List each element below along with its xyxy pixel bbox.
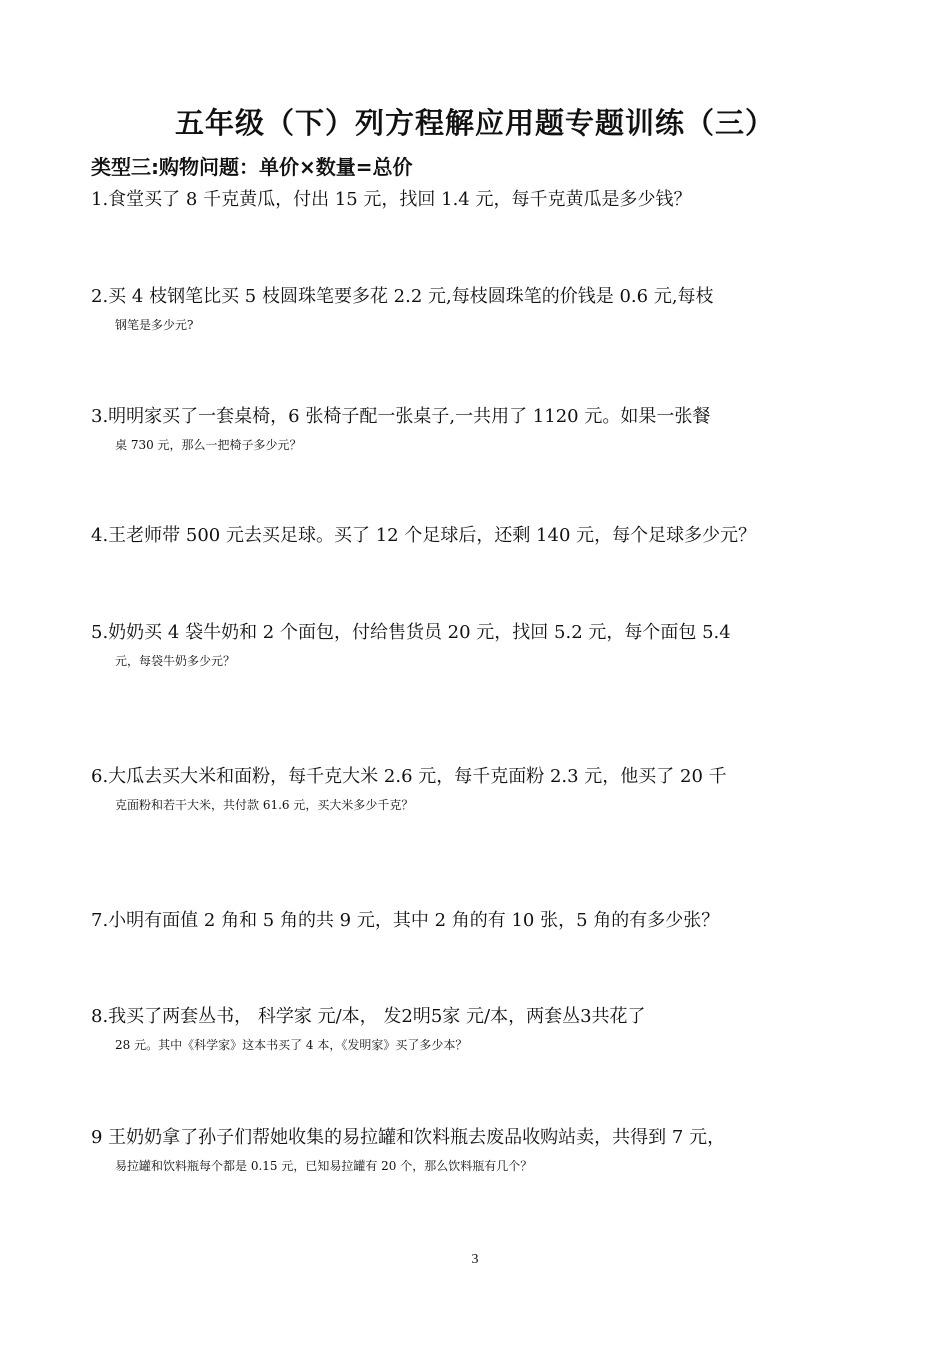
question-3-text-line1: 3.明明家买了一套桌椅，6 张椅子配一张桌子,一共用了 1120 元。如果一张餐 — [91, 406, 711, 427]
question-9-text-line1: 9 王奶奶拿了孙子们帮她收集的易拉罐和饮料瓶去废品收购站卖，共得到 7 元， — [91, 1127, 726, 1148]
question-6 — [91, 763, 861, 819]
question-8-text-line2: 28 元。其中《科学家》这本书买了 4 本，《发明家》买了多少本？ — [115, 1038, 468, 1052]
question-7 — [91, 907, 861, 935]
question-4-text: 4.王老师带 500 元去买足球。买了 12 个足球后，还剩 140 元，每个足球多少元？ — [91, 525, 757, 546]
question-8-text-line1: 8.我买了两套丛书， 科学家 元/本， 发2明5家 元/本，两套丛3共花了 — [91, 1006, 646, 1027]
question-3-text-line2: 桌 730 元，那么一把椅子多少元？ — [115, 438, 302, 452]
question-2-text-line2: 钢笔是多少元? — [115, 318, 194, 332]
question-4 — [91, 522, 861, 550]
question-1-text: 1.食堂买了 8 千克黄瓜，付出 15 元，找回 1.4 元，每千克黄瓜是多少钱？ — [91, 189, 692, 210]
question-7-text: 7.小明有面值 2 角和 5 角的共 9 元，其中 2 角的有 10 张，5 角的有多少张？ — [91, 910, 720, 931]
question-1 — [91, 186, 861, 214]
page-title: 五年级（下）列方程解应用题专题训练（三） — [174, 106, 775, 140]
question-5-text-line1: 5.奶奶买 4 袋牛奶和 2 个面包，付给售货员 20 元，找回 5.2 元，每个面包 5.4 — [91, 622, 731, 643]
question-2 — [91, 283, 861, 339]
question-9 — [91, 1124, 861, 1180]
question-2-text-line1: 2.买 4 枝钢笔比买 5 枝圆珠笔要多花 2.2 元,每枝圆珠笔的价钱是 0.6 元,每枝 — [91, 286, 714, 307]
question-9-text-line2: 易拉罐和饮料瓶每个都是 0.15 元，已知易拉罐有 20 个，那么饮料瓶有几个？ — [115, 1159, 533, 1173]
question-5 — [91, 619, 861, 675]
question-3 — [91, 403, 861, 459]
question-6-text-line1: 6.大瓜去买大米和面粉，每千克大米 2.6 元，每千克面粉 2.3 元，他买了 20 千 — [91, 766, 727, 787]
page-number: 3 — [471, 1252, 479, 1267]
question-5-text-line2: 元，每袋牛奶多少元？ — [115, 654, 236, 668]
question-8 — [91, 1003, 861, 1059]
question-6-text-line2: 克面粉和若干大米，共付款 61.6 元，买大米多少千克？ — [115, 798, 414, 812]
section-heading: 类型三:购物问题：单价×数量=总价 — [91, 155, 413, 179]
